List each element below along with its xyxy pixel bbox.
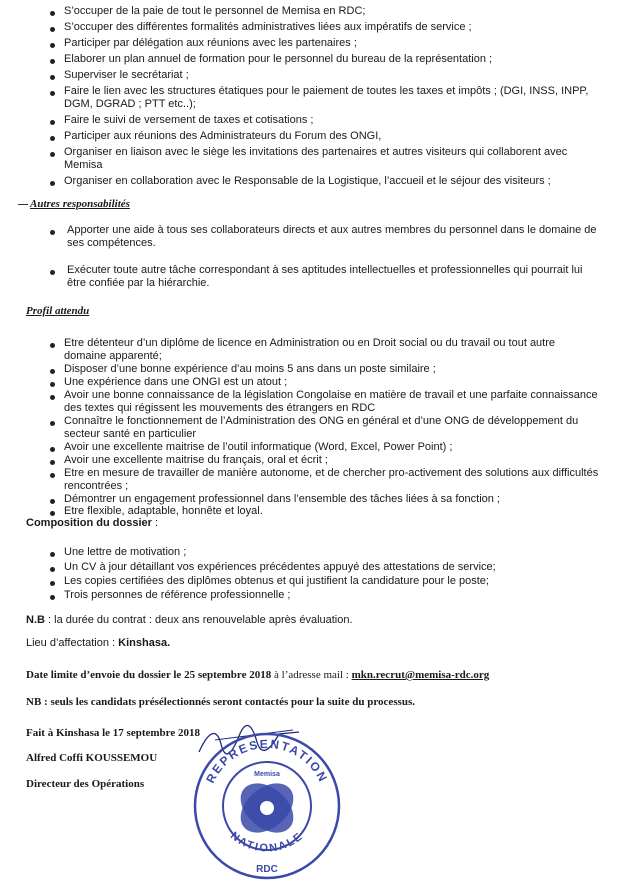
profile-line: domaine apparenté; bbox=[64, 350, 162, 362]
profile-line: rencontrées ; bbox=[64, 480, 129, 492]
stamp-country: RDC bbox=[256, 864, 278, 875]
bullet bbox=[50, 43, 55, 48]
bullet bbox=[50, 552, 55, 557]
profile-line: Disposer d’une bonne expérience d’au moins 5 ans dans un poste similaire ; bbox=[64, 363, 436, 375]
deadline-prefix: Date limite d’envoie du dossier le bbox=[26, 669, 185, 681]
deadline-middle: à l’adresse mail : bbox=[271, 669, 352, 681]
duty-line: S’occuper de la paie de tout le personnel de Memisa en RDC; bbox=[64, 5, 366, 17]
profile-line: Avoir une bonne connaissance de la législation Congolaise en matière de travail et une parfaite connaissance bbox=[64, 389, 598, 401]
stamp-top-text: REPRESENTATION bbox=[203, 736, 331, 786]
profile-line: Etre flexible, adaptable, honnête et loyal. bbox=[64, 505, 263, 517]
section-title-profile: Profil attendu bbox=[26, 305, 90, 317]
section-title-dossier bbox=[26, 517, 158, 530]
duty-line: Superviser le secrétariat ; bbox=[64, 69, 189, 81]
profile-line: Une expérience dans une ONGI est un atout ; bbox=[64, 376, 288, 388]
bullet bbox=[50, 343, 55, 348]
bullet bbox=[50, 581, 55, 586]
deadline-date: 25 septembre 2018 bbox=[184, 669, 272, 681]
other-line: ses compétences. bbox=[67, 237, 156, 249]
dossier-line: Trois personnes de référence professionnelle ; bbox=[64, 589, 291, 601]
bullet bbox=[50, 230, 55, 235]
location-value: Kinshasa. bbox=[118, 637, 171, 649]
signer-title: Directeur des Opérations bbox=[26, 778, 145, 790]
bullet bbox=[50, 27, 55, 32]
duty-line: Organiser en collaboration avec le Responsable de la Logistique, l’accueil et le séjour des visiteurs ; bbox=[64, 175, 551, 187]
section-title-other: Autres responsabilités bbox=[30, 198, 130, 210]
bullet bbox=[50, 499, 55, 504]
bullet bbox=[50, 181, 55, 186]
bullet bbox=[50, 91, 55, 96]
location-label: Lieu d’affectation : bbox=[26, 637, 119, 649]
profile-line: Etre détenteur d’un diplôme de licence en Administration ou en Droit social ou du travail ou tout autre bbox=[64, 337, 556, 349]
bullet bbox=[50, 511, 55, 516]
place-date: Fait à Kinshasa le 17 septembre 2018 bbox=[26, 727, 200, 739]
bullet bbox=[50, 382, 55, 387]
deadline-line bbox=[26, 669, 489, 682]
duty-line: Organiser en liaison avec le siège les invitations des partenaires et autres visiteurs qui collaborent avec bbox=[64, 146, 568, 158]
bullet bbox=[50, 595, 55, 600]
dossier-title: Composition du dossier bbox=[26, 517, 152, 529]
duty-line: Faire le lien avec les structures étatiques pour le paiement de toutes les taxes et impôts ; (DGI, INSS, INPP, bbox=[64, 85, 589, 97]
bullet bbox=[50, 369, 55, 374]
duty-line: Participer aux réunions des Administrateurs du Forum des ONGI, bbox=[64, 130, 382, 142]
posting-location bbox=[26, 637, 170, 650]
profile-line: Connaître le fonctionnement de l’Administration des ONG en général et d’une ONG de développement du bbox=[64, 415, 579, 427]
profile-line: Démontrer un engagement professionnel dans l’ensemble des tâches liées à sa fonction ; bbox=[64, 493, 500, 505]
dash-mark bbox=[18, 204, 28, 205]
bullet bbox=[50, 567, 55, 572]
profile-line: Etre en mesure de travailler de manière autonome, et de chercher pro-activement des solutions aux difficultés bbox=[64, 467, 599, 479]
bullet bbox=[50, 460, 55, 465]
signer-name: Alfred Coffi KOUSSEMOU bbox=[26, 752, 158, 764]
bullet bbox=[50, 447, 55, 452]
bullet bbox=[50, 120, 55, 125]
duty-line: S’occuper des différentes formalités administratives liées aux impératifs de service ; bbox=[64, 21, 472, 33]
profile-line: secteur santé en particulier bbox=[64, 428, 197, 440]
profile-line: Avoir une excellente maitrise du français, oral et écrit ; bbox=[64, 454, 328, 466]
profile-line: Avoir une excellente maitrise de l’outil informatique (Word, Excel, Power Point) ; bbox=[64, 441, 453, 453]
bullet bbox=[50, 421, 55, 426]
bullet bbox=[50, 152, 55, 157]
bullet bbox=[50, 270, 55, 275]
stamp-org: Memisa bbox=[254, 771, 280, 778]
other-line: Apporter une aide à tous ses collaborateurs directs et aux autres membres du personnel dans le domaine de bbox=[67, 224, 597, 236]
nb-text: : la durée du contrat : deux ans renouvelable après évaluation. bbox=[44, 614, 353, 626]
deadline-email[interactable]: mkn.recrut@memisa-rdc.org bbox=[351, 669, 490, 681]
duty-line: DGM, DGRAD ; PTT etc..); bbox=[64, 98, 196, 110]
other-line: être confiée par la hiérarchie. bbox=[67, 277, 210, 289]
dossier-line: Un CV à jour détaillant vos expériences précédentes appuyé des attestations de service; bbox=[64, 561, 496, 573]
duty-line: Elaborer un plan annuel de formation pour le personnel du bureau de la représentation ; bbox=[64, 53, 493, 65]
bullet bbox=[50, 11, 55, 16]
duty-line: Memisa bbox=[64, 159, 103, 171]
dossier-line: Une lettre de motivation ; bbox=[64, 546, 187, 558]
nb-label: N.B bbox=[26, 614, 45, 626]
bullet bbox=[50, 136, 55, 141]
bullet bbox=[50, 395, 55, 400]
bullet bbox=[50, 59, 55, 64]
duty-line: Participer par délégation aux réunions avec les partenaires ; bbox=[64, 37, 357, 49]
official-stamp bbox=[187, 720, 347, 880]
other-line: Exécuter toute autre tâche correspondant à ses aptitudes intellectuelles et professionnelles qui pourrait lui bbox=[67, 264, 583, 276]
contract-note bbox=[26, 614, 353, 627]
profile-line: des textes qui régissent les mouvements des étrangers en RDC bbox=[64, 402, 376, 414]
shortlist-note: NB : seuls les candidats présélectionnés seront contactés pour la suite du processus. bbox=[26, 696, 415, 708]
dossier-colon: : bbox=[151, 517, 159, 529]
dossier-line: Les copies certifiées des diplômes obtenus et qui justifient la candidature pour le poste; bbox=[64, 575, 489, 587]
duty-line: Faire le suivi de versement de taxes et cotisations ; bbox=[64, 114, 314, 126]
stamp-bottom-text: NATIONALE bbox=[228, 829, 306, 855]
bullet bbox=[50, 473, 55, 478]
stamp-x-logo bbox=[231, 773, 303, 842]
bullet bbox=[50, 75, 55, 80]
